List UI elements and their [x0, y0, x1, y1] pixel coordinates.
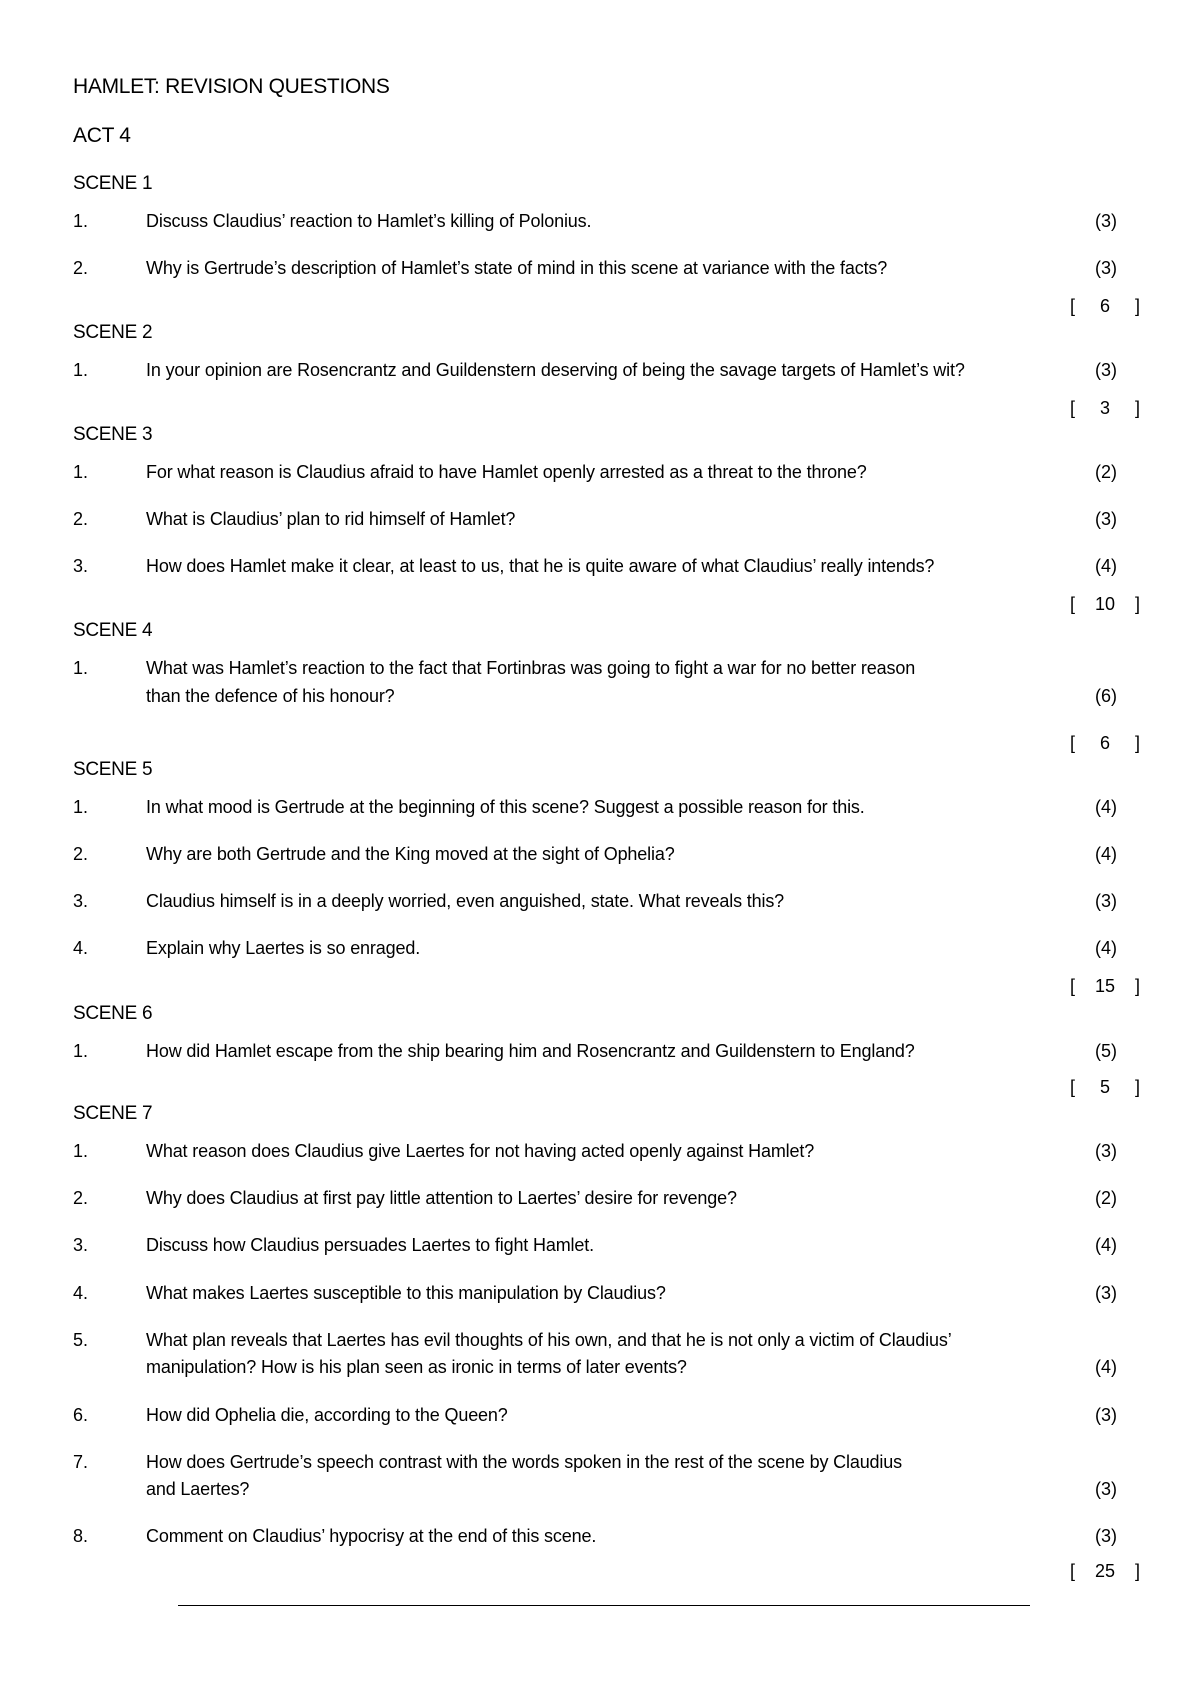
question-text: Why does Claudius at first pay little attention to Laertes’ desire for revenge? [146, 1188, 737, 1208]
scene-heading: SCENE 3 [73, 424, 153, 445]
bracket-open: [ [1070, 733, 1076, 753]
question-number: 3. [73, 556, 89, 576]
question-text: Why are both Gertrude and the King moved at the sight of Ophelia? [146, 844, 675, 864]
question-text: What makes Laertes susceptible to this manipulation by Claudius? [146, 1283, 666, 1303]
question-number: 1. [73, 797, 89, 817]
scene-heading: SCENE 5 [73, 759, 153, 780]
act-heading: ACT 4 [73, 124, 131, 147]
question-number: 7. [73, 1452, 89, 1472]
question-number: 2. [73, 844, 89, 864]
question-marks: (4) [1095, 844, 1117, 864]
question-marks: (4) [1095, 1235, 1117, 1255]
scene-total [1070, 975, 1140, 997]
bracket-close: ] [1134, 733, 1140, 753]
question-number: 2. [73, 258, 89, 278]
question-marks: (4) [1095, 797, 1117, 817]
question-text: For what reason is Claudius afraid to have Hamlet openly arrested as a threat to the throne? [146, 462, 867, 482]
question-text: In what mood is Gertrude at the beginning of this scene? Suggest a possible reason for this. [146, 797, 865, 817]
question-marks: (2) [1095, 1188, 1117, 1208]
question-marks: (3) [1095, 360, 1117, 380]
question-text: Explain why Laertes is so enraged. [146, 938, 421, 958]
bracket-close: ] [1134, 594, 1140, 614]
question-number: 4. [73, 938, 89, 958]
question-marks: (3) [1095, 1283, 1117, 1303]
question-text: What reason does Claudius give Laertes for not having acted openly against Hamlet? [146, 1141, 815, 1161]
question-number: 2. [73, 1188, 89, 1208]
scene-heading: SCENE 7 [73, 1103, 153, 1124]
question-text: What was Hamlet’s reaction to the fact that Fortinbras was going to fight a war for no better reason [146, 658, 916, 678]
bracket-open: [ [1070, 296, 1076, 316]
question-text: Discuss how Claudius persuades Laertes to fight Hamlet. [146, 1235, 594, 1255]
question-text: Discuss Claudius’ reaction to Hamlet’s killing of Polonius. [146, 211, 592, 231]
question-text: Comment on Claudius’ hypocrisy at the end of this scene. [146, 1526, 597, 1546]
question-marks: (6) [1095, 686, 1117, 706]
question-number: 3. [73, 891, 89, 911]
bracket-open: [ [1070, 1561, 1076, 1581]
bracket-close: ] [1134, 1077, 1140, 1097]
question-text: How did Hamlet escape from the ship bearing him and Rosencrantz and Guildenstern to England? [146, 1041, 915, 1061]
bracket-open: [ [1070, 976, 1076, 996]
question-marks: (3) [1095, 1526, 1117, 1546]
scene-total-value: 3 [1099, 398, 1110, 418]
bracket-open: [ [1070, 1077, 1076, 1097]
document-title: HAMLET: REVISION QUESTIONS [73, 75, 390, 98]
question-text: In your opinion are Rosencrantz and Guildenstern deserving of being the savage targets of Hamlet’s wit? [146, 360, 965, 380]
question-text: How did Ophelia die, according to the Queen? [146, 1405, 508, 1425]
question-number: 3. [73, 1235, 89, 1255]
scene-total-value: 10 [1094, 594, 1116, 614]
question-text: How does Hamlet make it clear, at least to us, that he is quite aware of what Claudius’ really intends? [146, 556, 935, 576]
scene-total [1070, 295, 1140, 317]
question-number: 1. [73, 658, 89, 678]
question-number: 8. [73, 1526, 89, 1546]
scene-total [1070, 1560, 1140, 1582]
question-number: 4. [73, 1283, 89, 1303]
scene-heading: SCENE 6 [73, 1003, 153, 1024]
question-marks: (3) [1095, 1479, 1117, 1499]
end-divider [178, 1605, 1030, 1606]
question-number: 1. [73, 360, 89, 380]
scene-total [1070, 732, 1140, 754]
question-number: 1. [73, 462, 89, 482]
bracket-open: [ [1070, 398, 1076, 418]
question-text: What is Claudius’ plan to rid himself of Hamlet? [146, 509, 516, 529]
question-text: Claudius himself is in a deeply worried, even anguished, state. What reveals this? [146, 891, 785, 911]
bracket-open: [ [1070, 594, 1076, 614]
question-marks: (5) [1095, 1041, 1117, 1061]
scene-total [1070, 397, 1140, 419]
scene-total-value: 6 [1099, 733, 1110, 753]
question-marks: (4) [1095, 1357, 1117, 1377]
question-text: What plan reveals that Laertes has evil thoughts of his own, and that he is not only a victim of Claudius’ [146, 1330, 952, 1350]
question-number: 2. [73, 509, 89, 529]
scene-total-value: 15 [1094, 976, 1116, 996]
question-marks: (3) [1095, 891, 1117, 911]
question-number: 6. [73, 1405, 89, 1425]
question-number: 1. [73, 1141, 89, 1161]
question-number: 1. [73, 1041, 89, 1061]
question-text-continued: than the defence of his honour? [146, 686, 395, 706]
question-marks: (4) [1095, 938, 1117, 958]
question-marks: (3) [1095, 1405, 1117, 1425]
question-marks: (3) [1095, 1141, 1117, 1161]
bracket-close: ] [1134, 296, 1140, 316]
bracket-close: ] [1134, 1561, 1140, 1581]
question-marks: (3) [1095, 509, 1117, 529]
scene-total-value: 6 [1099, 296, 1110, 316]
scene-total-value: 25 [1094, 1561, 1116, 1581]
scene-total [1070, 593, 1140, 615]
bracket-close: ] [1134, 398, 1140, 418]
question-marks: (3) [1095, 258, 1117, 278]
scene-total [1070, 1076, 1140, 1098]
question-marks: (4) [1095, 556, 1117, 576]
scene-heading: SCENE 2 [73, 322, 153, 343]
question-number: 5. [73, 1330, 89, 1350]
scene-total-value: 5 [1099, 1077, 1110, 1097]
question-marks: (3) [1095, 211, 1117, 231]
question-number: 1. [73, 211, 89, 231]
question-marks: (2) [1095, 462, 1117, 482]
scene-heading: SCENE 1 [73, 173, 153, 194]
bracket-close: ] [1134, 976, 1140, 996]
question-text-continued: and Laertes? [146, 1479, 250, 1499]
scene-heading: SCENE 4 [73, 620, 153, 641]
question-text-continued: manipulation? How is his plan seen as ironic in terms of later events? [146, 1357, 687, 1377]
question-text: Why is Gertrude’s description of Hamlet’s state of mind in this scene at variance with the facts? [146, 258, 888, 278]
question-text: How does Gertrude’s speech contrast with the words spoken in the rest of the scene by Claudius [146, 1452, 902, 1472]
